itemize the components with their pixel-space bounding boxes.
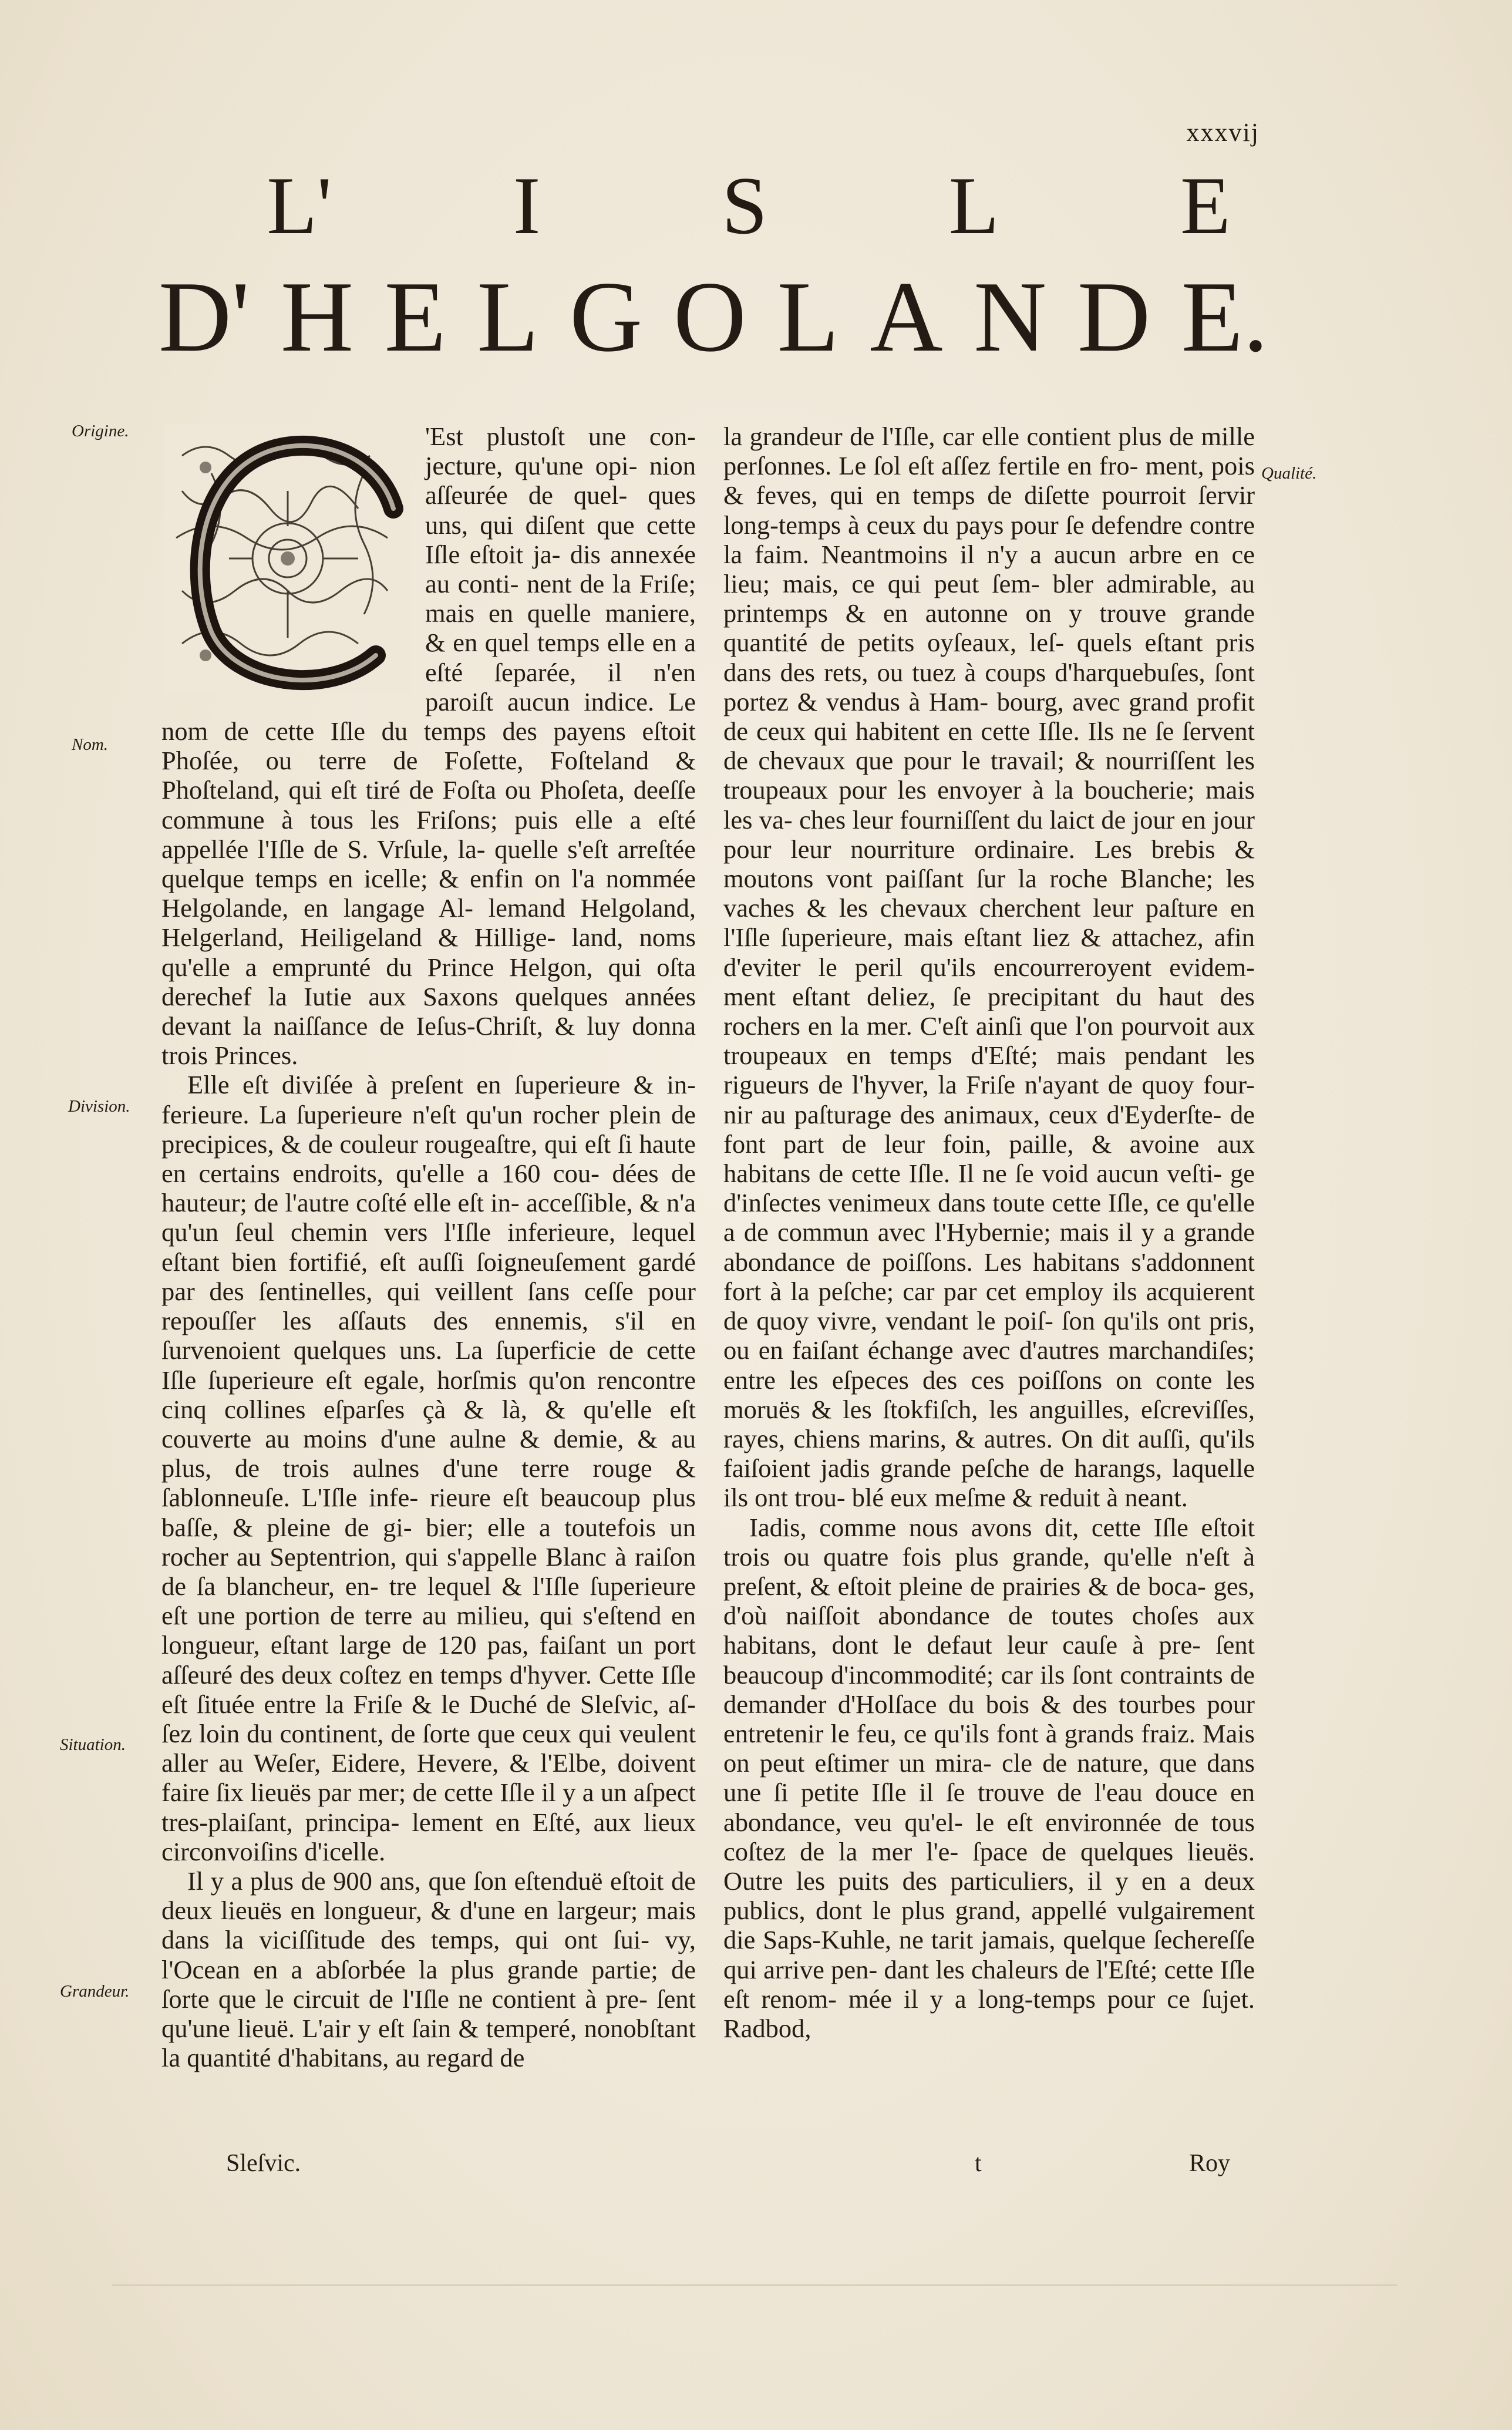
margin-note-origine: Origine. <box>72 422 129 440</box>
ornate-initial-c-icon <box>159 420 417 698</box>
text-line: veulent aller au Weſer, Eidere, Hevere, & <box>161 1718 696 1778</box>
text-line: ſoigneuſement gardé par des ſentinelles, qui <box>161 1247 696 1306</box>
text-line: l'Iſle ſuperieure, mais eſtant liez & attachez, afin <box>723 923 1255 953</box>
text-line: ſpace de quelques lieuës. Outre les puits des <box>723 1836 1255 1896</box>
title1-letter: L <box>948 160 999 251</box>
text-line: vy, l'Ocean en a abſorbée la plus grande partie; <box>161 1925 696 1984</box>
text-line: mée il y a long-temps pour ce ſujet. Radbod, <box>723 1984 1255 2043</box>
text-line: y trouve grande quantité de petits oyſeaux, leſ- <box>723 598 1255 658</box>
text-line: particuliers, il y en a deux publics, dont le plus <box>723 1866 1255 1926</box>
title2-letter: O <box>673 261 747 373</box>
title1-letter: E <box>1180 160 1231 251</box>
title2-letter: A <box>870 261 943 373</box>
text-line: ment, pois & feves, qui en temps de diſette <box>723 451 1255 510</box>
text-line: tarit jamais, quelque ſechereſſe qui arrive pen- <box>723 1925 1255 1984</box>
text-line: ches leur fourniſſent du laict de jour en jour <box>799 805 1255 834</box>
text-line: dées de hauteur; de l'autre coſté elle eſt in- <box>161 1159 696 1218</box>
text-line: quels eſtant pris dans des rets, ou tuez à coups <box>723 628 1255 687</box>
decorated-initial <box>159 420 417 698</box>
text-line: ges, d'où naiſſoit abondance de toutes choſes <box>723 1571 1255 1631</box>
title1-letter: L' <box>267 160 332 251</box>
text-line: de ſorte que le circuit de l'Iſle ne contient à pre- <box>161 1954 696 2014</box>
text-line: la grandeur de l'Iſle, car elle contient plus de <box>723 422 1194 451</box>
catchword-left: Sleſvic. <box>226 2150 301 2177</box>
text-line: dant les chaleurs de l'Eſté; cette Iſle eſt renom- <box>723 1954 1255 2014</box>
title1-letter: S <box>722 160 768 251</box>
text-line: ſuperficie de cette Iſle ſuperieure eſt egale, <box>161 1335 696 1395</box>
text-line: lemand Helgoland, Helgerland, Heiligeland & Hillige- <box>161 893 696 953</box>
text-line: acceſſible, & n'a qu'un ſeul chemin vers l'Iſle <box>161 1188 696 1247</box>
catchword-right: Roy <box>1189 2150 1231 2177</box>
text-line: preſent, & eſtoit pleine de prairies & de boca- <box>723 1571 1206 1601</box>
text-line: quelle s'eſt arreſtée quelque temps en icelle; & <box>161 834 696 894</box>
text-line: années devant la naiſſance de Ieſus-Chriſt, & <box>161 981 696 1041</box>
text-line: d'harquebuſes, ſont portez & vendus à Ham- <box>723 657 1255 716</box>
text-line: puis elle a eſté appellée l'Iſle de S. Vrſule, la- <box>161 805 696 864</box>
text-line: nir au paſturage des animaux, ceux d'Eyderſte- <box>723 1099 1222 1129</box>
text-line: rieure eſt beaucoup plus baſſe, & pleine de gi- <box>161 1483 696 1542</box>
text-line: de font part de leur foin, paille, & avoine aux <box>723 1099 1255 1159</box>
title2-letter: L <box>477 261 539 373</box>
title2-letter: H <box>280 261 354 373</box>
margin-note-grandeur: Grandeur. <box>60 1982 130 2001</box>
left-paragraph-2 <box>161 1070 696 1866</box>
text-line: rigueurs de l'hyver, la Friſe n'ayant de quoy four- <box>723 1070 1255 1100</box>
left-paragraph-3 <box>161 1866 696 2072</box>
text-line: ferieure. La ſuperieure n'eſt qu'un rocher plein <box>161 1099 662 1129</box>
text-line: grand, appellé vulgairement die Saps-Kuhle, ne <box>723 1896 1255 1955</box>
text-line: ils acquierent de quoy vivre, vendant le poiſ- <box>723 1276 1255 1336</box>
title2-letter: N <box>974 261 1047 373</box>
text-line: qui oſta derechef la Iutie aux Saxons quelques <box>161 952 696 1011</box>
text-line: aux habitans, dont le defaut leur cauſe à pre- <box>723 1601 1255 1660</box>
text-line: çà & là, & qu'elle eſt couverte au moins <box>161 1394 696 1453</box>
text-line: land, noms qu'elle a emprunté du Prince Helgon, <box>161 923 696 982</box>
text-line: luy donna trois Princes. <box>161 1011 696 1071</box>
title-line-1 <box>176 159 1321 253</box>
text-line: bler admirable, au printemps & en autonne on <box>723 569 1255 628</box>
text-line: ques uns, qui diſent <box>425 480 696 540</box>
text-line: mais dans la viciſſitude des temps, qui ont ſui- <box>161 1896 696 1955</box>
text-line: aux troupeaux en temps d'Eſté; mais pendant les <box>723 1011 1255 1071</box>
text-line: veillent ſans ceſſe pour repouſſer les aſſauts des <box>161 1276 696 1336</box>
text-line: jecture, qu'une opi- <box>425 451 638 481</box>
text-line: Iadis, comme nous avons dit, cette Iſle eſtoit <box>749 1512 1255 1542</box>
text-line: ſi haute en certains endroits, qu'elle a 160 cou- <box>161 1129 696 1189</box>
text-line: tre lequel & l'Iſle ſuperieure eſt une portion de <box>161 1571 696 1631</box>
text-line: 'Est plustoſt une con- <box>425 422 696 451</box>
text-line: ſon qu'ils ont pris, ou en faiſant échange avec <box>723 1306 1255 1365</box>
title2-letter: E. <box>1181 261 1268 373</box>
text-line: nonobſtant la quantité d'habitans, au regard de <box>161 2013 696 2073</box>
text-line: ſe defendre contre la faim. Neantmoins il n'y <box>723 510 1255 569</box>
text-line: que cette Iſle eſtoit ja- <box>425 510 696 569</box>
right-paragraph-2 <box>723 1513 1255 2044</box>
text-line: ſez loin du continent, de ſorte que ceux qui <box>161 1718 612 1748</box>
text-line: des tourbes pour entretenir le feu, ce qu'ils font <box>723 1689 1255 1748</box>
text-line: nion aſſeurée de quel- <box>425 451 696 510</box>
text-line: enfin on l'a nommée Helgolande, en langage Al- <box>161 864 696 923</box>
title-line-2 <box>159 258 1268 376</box>
text-line: large de 120 pas, faiſant un port aſſeuré des <box>161 1630 696 1689</box>
text-line: trouve de l'eau douce en abondance, veu qu'el- <box>723 1778 1255 1837</box>
title1-letter: I <box>513 160 541 251</box>
title2-letter: D <box>1077 261 1151 373</box>
title2-letter: G <box>570 261 643 373</box>
text-line: qu'elle a de commun avec l'Hybernie; mais il <box>723 1188 1255 1247</box>
text-line: bier; elle a toutefois un rocher au Septentrion, <box>161 1512 696 1571</box>
text-line: temps des payens eſtoit Phoſée, ou terre de Foſette, <box>161 716 696 776</box>
text-line: qui s'appelle Blanc à raiſon de ſa blancheur, en- <box>161 1542 696 1601</box>
text-line: Foſteland & Phoſteland, qui eſt tiré de Foſta <box>161 746 696 805</box>
text-line: contraints de demander d'Holſace du bois & <box>723 1660 1255 1719</box>
text-line: en cette Iſle. Ils ne ſe ſervent de chevaux que <box>723 716 1255 776</box>
text-line: ſent beaucoup d'incommodité; car ils ſont <box>723 1630 1255 1689</box>
text-line: pourroit ſervir long-temps à ceux du pays pour <box>723 480 1255 540</box>
text-line: d'une terre rouge & ſablonneuſe. L'Iſle infe- <box>161 1453 696 1513</box>
text-line: trois ou quatre fois plus grande, qu'elle n'eſt à <box>723 1542 1255 1571</box>
signature-mark: t <box>975 2150 982 2177</box>
text-line: en quel temps elle en <box>453 628 677 658</box>
text-line: s'addonnent fort à la peſche; car par cet employ <box>723 1247 1255 1306</box>
text-line: ge d'inſectes venimeux dans toute cette Iſle, ce <box>723 1159 1255 1218</box>
margin-note-qualite: Qualité. <box>1261 464 1317 483</box>
text-line: y a grande abondance de poiſſons. Les habitans <box>723 1217 1255 1277</box>
text-line: horſmis qu'on rencontre cinq collines eſparſes <box>161 1365 696 1424</box>
plate-mark <box>112 2284 1397 2286</box>
text-line: d'eviter le peril qu'ils encourreroyent evidem- <box>723 952 1255 982</box>
text-line: d'une aulne & demie, & au plus, de trois aulnes <box>161 1423 696 1483</box>
title2-letter: E <box>384 261 446 373</box>
text-line: deux coſtez en temps d'hyver. Cette Iſle eſt <box>161 1660 696 1719</box>
text-line: à grands fraiz. Mais on peut eſtimer un mira- <box>723 1718 1255 1778</box>
text-line: a eſté ſeparée, il n'en <box>425 628 696 687</box>
text-line: blé eux meſme & reduit à neant. <box>851 1483 1188 1513</box>
text-line: a aucun arbre en ce lieu; mais, ce qui peut ſem- <box>723 539 1255 599</box>
text-line: ment eſtant deliez, ſe precipitant du haut des <box>723 981 1255 1011</box>
text-line: en quelle maniere, & <box>425 598 696 658</box>
text-line: dis annexée au conti- <box>425 539 696 599</box>
text-line: le eſt environnée de tous coſtez de la mer l'e- <box>723 1807 1255 1866</box>
text-line: inferieure, lequel eſtant bien fortifié, eſt auſſi <box>161 1217 696 1277</box>
page-folio: xxxvij <box>1186 118 1260 147</box>
text-line: ennemis, s'il en ſurvenoient quelques uns. La <box>161 1306 696 1365</box>
text-line: les anguilles, eſcreviſſes, rayes, chiens marins, <box>723 1394 1255 1453</box>
text-line: grande peſche de harangs, laquelle ils ont trou- <box>723 1453 1255 1513</box>
text-line: habitans de cette Iſle. Il ne ſe void aucun veſti- <box>723 1159 1223 1189</box>
text-line: bourg, avec grand profit de ceux qui habitent <box>723 686 1255 746</box>
margin-note-nom: Nom. <box>72 735 109 754</box>
text-line: pour le travail; & nourriſſent les troupeaux <box>723 746 1255 805</box>
right-column <box>723 422 1255 2043</box>
text-line: de deux lieuës en longueur, & d'une en largeur; <box>161 1866 696 1926</box>
text-line: d'autres marchandiſes; entre les eſpeces des <box>723 1335 1255 1395</box>
text-line: cle de nature, que dans une ſi petite Iſle il ſe <box>723 1748 1255 1808</box>
text-line: ou Phoſeta, deeſſe commune à tous les Friſons; <box>161 775 696 834</box>
text-line: pour leur nourriture ordinaire. Les brebis & <box>723 834 1255 864</box>
text-line: l'Elbe, doivent faire ſix lieuës par mer; de <box>161 1748 696 1808</box>
text-line: terre au milieu, qui s'eſtend en longueur, eſtant <box>161 1601 696 1660</box>
text-line: paroiſt aucun indice. Le nom de cette Iſle du <box>161 686 696 746</box>
left-column <box>161 422 696 2072</box>
margin-note-situation: Situation. <box>60 1735 126 1754</box>
text-line: & autres. On dit auſſi, qu'ils faiſoient jadis <box>723 1423 1255 1483</box>
right-paragraph-1 <box>723 422 1255 1513</box>
text-line: ſent qu'une lieuë. L'air y eſt ſain & temperé, <box>161 1984 696 2043</box>
title2-letter: L <box>777 261 839 373</box>
text-line: ces poiſſons on conte les moruës & les ſtokfiſch, <box>723 1365 1255 1424</box>
text-line: pour les envoyer à la boucherie; mais les va- <box>723 775 1255 834</box>
text-line: rochers en la mer. C'eſt ainſi que l'on pourvoit <box>723 1011 1210 1041</box>
text-line: de precipices, & de couleur rougeaſtre, qui eſt <box>161 1099 696 1159</box>
text-line: ſituée entre la Friſe & le Duché de Sleſvic, aſ- <box>197 1689 696 1719</box>
text-line: nent de la Friſe; mais <box>425 569 696 628</box>
text-line: mille perſonnes. Le ſol eſt aſſez fertile en fro- <box>723 422 1255 481</box>
text-line: cette Iſle il y a un aſpect tres-plaiſant, principa- <box>161 1778 696 1837</box>
text-line: vaches & les chevaux cherchent leur paſture en <box>723 893 1255 923</box>
margin-note-division: Division. <box>68 1097 130 1116</box>
text-line: Elle eſt diviſée à preſent en ſuperieure & in- <box>187 1070 696 1100</box>
text-line: moutons vont paiſſant ſur la roche Blanche; les <box>723 864 1255 894</box>
text-line: Il y a plus de 900 ans, que ſon eſtenduë eſtoit <box>187 1866 664 1896</box>
text-line: lement en Eſté, aux lieux circonvoiſins d'icelle. <box>161 1807 696 1866</box>
title2-letter: D' <box>159 261 250 373</box>
